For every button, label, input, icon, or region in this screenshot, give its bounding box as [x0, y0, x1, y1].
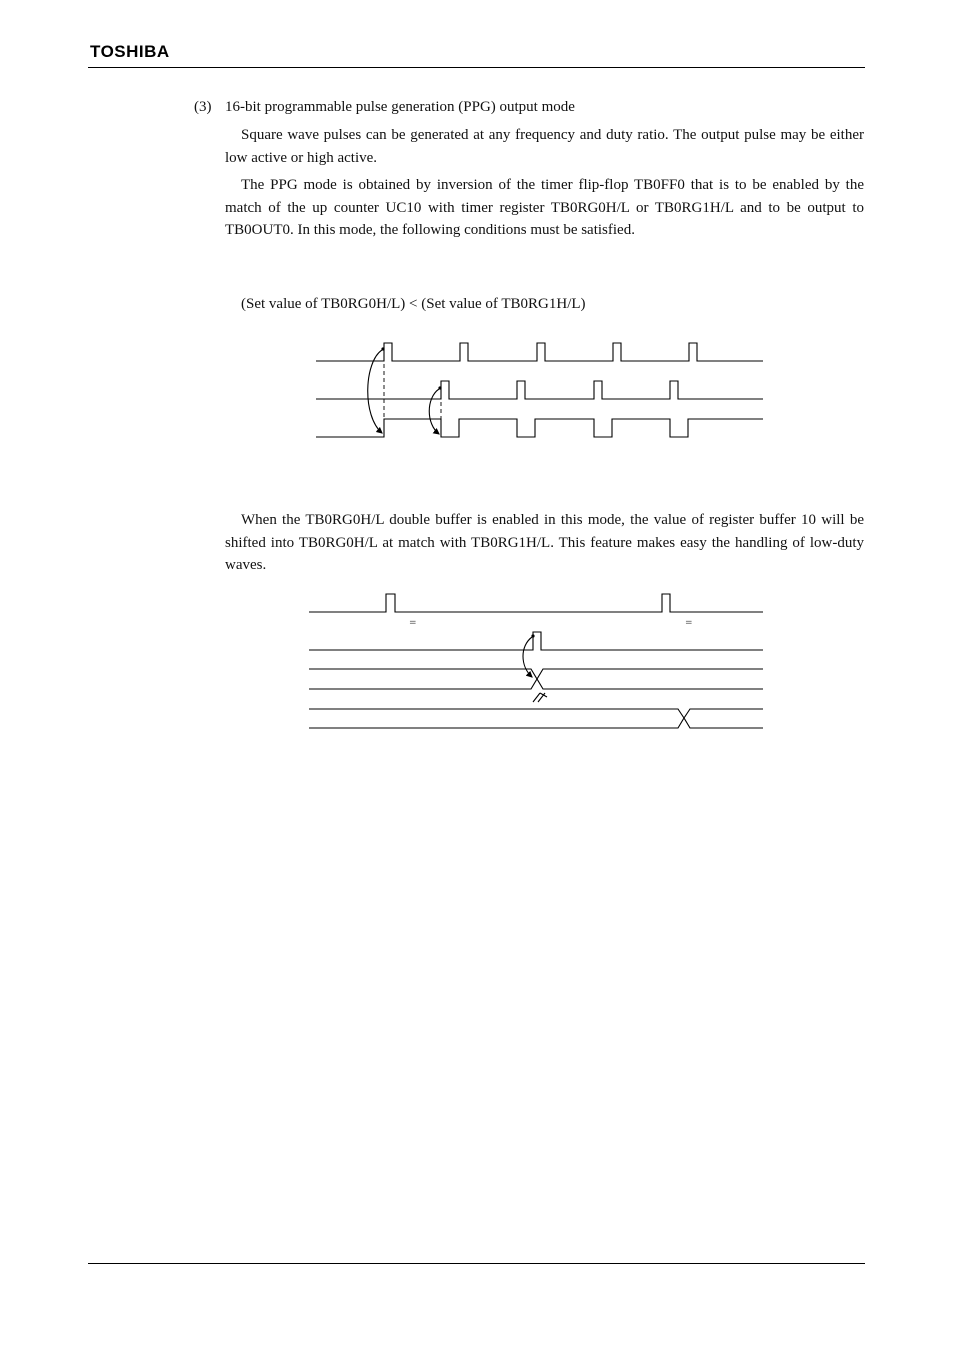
- paragraph-double-buffer: When the TB0RG0H/L double buffer is enabled in this mode, the value of register buffer 10 will be shifted into TB0RG0H/L at match with TB0RG1H/L. This feature makes easy the handling of low-duty waves.: [225, 512, 864, 573]
- section-title: 16-bit programmable pulse generation (PPG) output mode: [225, 99, 575, 115]
- equal-mark-1: =: [409, 618, 417, 628]
- section-number: (3): [194, 99, 212, 115]
- match-rg0-waveform: [316, 381, 763, 399]
- ppg-output-waveform: [316, 419, 763, 437]
- db-match-rg1-waveform: [309, 594, 763, 612]
- db-shift-marker: [533, 693, 547, 702]
- db-causality-arrow: [523, 637, 532, 677]
- equal-mark-2: =: [685, 618, 693, 628]
- condition-text: (Set value of TB0RG0H/L) < (Set value of TB0RG1H/L): [241, 296, 586, 312]
- db-register-rg0-bus: [309, 669, 763, 689]
- footer-rule: [88, 1263, 865, 1264]
- paragraph-square-wave: Square wave pulses can be generated at any frequency and duty ratio. The output pulse may be either low active or high active.: [225, 127, 864, 166]
- paragraph-ppg-mode: The PPG mode is obtained by inversion of the timer flip-flop TB0FF0 that is to be enabled by the match of the up counter UC10 with timer register TB0RG0H/L or TB0RG1H/L and to be output to TB0OUT0. In this mode, the following conditions must be satisfied.: [225, 177, 864, 238]
- db-register-buffer-bus: [309, 709, 763, 728]
- causality-arrow-1: [368, 350, 382, 433]
- causality-arrow-2: [429, 389, 439, 434]
- toshiba-logo: TOSHIBA: [90, 42, 170, 61]
- match-rg1-waveform: [316, 343, 763, 361]
- db-match-rg0-waveform: [309, 632, 763, 650]
